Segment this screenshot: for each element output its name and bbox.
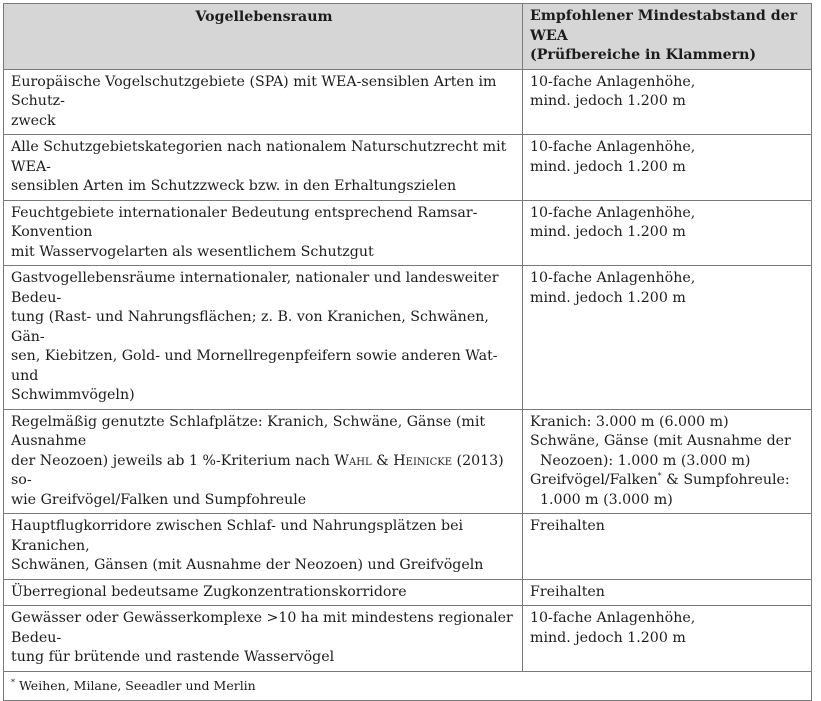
distance-cell [523, 69, 812, 135]
habitat-cell [4, 200, 523, 266]
footnote-marker: * [11, 677, 15, 687]
table-row [4, 200, 812, 266]
distance-line: mind. jedoch 1.200 m [530, 224, 686, 240]
citation-year: (2013) so- [11, 452, 504, 488]
habitat-line: Hauptflugkorridore zwischen Schlaf- und Nahrungsplätzen bei Kranichen, [11, 518, 464, 554]
bird-habitat-distance-table [3, 3, 812, 701]
distance-line: mind. jedoch 1.200 m [530, 289, 686, 306]
habitat-cell [4, 266, 523, 410]
habitat-line: zweck [11, 112, 56, 129]
distance-line: Schwäne, Gänse (mit Ausnahme der [530, 433, 791, 449]
distance-line: 10-fache Anlagenhöhe, [530, 270, 696, 286]
header-distance-line2: (Prüfbereiche in Klammern) [530, 47, 757, 63]
habitat-line: Gewässer oder Gewässerkomplexe >10 ha mit mindestens regionaler Bedeu- [11, 610, 513, 646]
table-row [4, 266, 812, 410]
habitat-line: wie Greifvögel/Falken und Sumpfohreule [11, 491, 307, 508]
distance-line: mind. jedoch 1.200 m [530, 629, 686, 646]
habitat-line: Feuchtgebiete internationaler Bedeutung entsprechend Ramsar-Konvention [11, 204, 478, 240]
distance-cell [523, 606, 812, 672]
header-distance [523, 4, 812, 70]
citation-author: Heinicke [393, 452, 453, 469]
table-row [4, 514, 812, 580]
habitat-line: Regelmäßig genutzte Schlafplätze: Kranich, Schwäne, Gänse (mit Ausnahme [11, 413, 486, 449]
distance-line: Greifvögel/Falken [530, 472, 658, 488]
habitat-line: Schwänen, Gänsen (mit Ausnahme der Neozoen) und Greifvögeln [11, 557, 484, 573]
header-distance-line1: Empfohlener Mindestabstand der WEA [530, 8, 798, 44]
habitat-cell [4, 69, 523, 135]
habitat-line: Überregional bedeutsame Zugkonzentrationskorridore [11, 583, 407, 600]
distance-line: 10-fache Anlagenhöhe, [530, 139, 696, 155]
table-row [4, 579, 812, 606]
distance-cell [523, 266, 812, 410]
table-container [3, 3, 811, 701]
habitat-line: sen, Kiebitzen, Gold- und Mornellregenpfeifern sowie anderen Wat- und [11, 348, 498, 384]
citation-ampersand: & [376, 452, 389, 469]
distance-cell [523, 409, 812, 514]
table-row [4, 69, 812, 135]
habitat-cell [4, 579, 523, 606]
distance-line: mind. jedoch 1.200 m [530, 158, 686, 175]
habitat-line: Schwimmvögeln) [11, 387, 135, 403]
distance-line: Freihalten [530, 583, 605, 600]
distance-cell [523, 579, 812, 606]
distance-line: Freihalten [530, 518, 605, 534]
distance-line: 10-fache Anlagenhöhe, [530, 610, 696, 626]
footnote-cell [4, 671, 812, 700]
habitat-cell [4, 606, 523, 672]
distance-line: 1.000 m (3.000 m) [540, 491, 673, 508]
distance-cell [523, 200, 812, 266]
habitat-line: Gastvogellebensräume internationaler, nationaler und landesweiter Bedeu- [11, 270, 499, 306]
table-row [4, 135, 812, 201]
table-row [4, 606, 812, 672]
habitat-line: der Neozoen) jeweils ab 1 %-Kriterium nach [11, 452, 330, 469]
habitat-line: tung (Rast- und Nahrungsflächen; z. B. von Kranichen, Schwänen, Gän- [11, 309, 489, 345]
habitat-line: Alle Schutzgebietskategorien nach nationalem Naturschutzrecht mit WEA- [11, 139, 507, 175]
distance-line: Kranich: 3.000 m (6.000 m) [530, 413, 729, 430]
habitat-line: sensiblen Arten im Schutzzweck bzw. in den Erhaltungszielen [11, 178, 457, 194]
footnote-text: Weihen, Milane, Seeadler und Merlin [15, 677, 256, 693]
distance-line: & Sumpfohreule: [661, 472, 790, 488]
distance-line: 10-fache Anlagenhöhe, [530, 73, 696, 90]
distance-line: Neozoen): 1.000 m (3.000 m) [540, 452, 751, 469]
distance-cell [523, 135, 812, 201]
distance-line: 10-fache Anlagenhöhe, [530, 204, 696, 221]
habitat-line: tung für brütende und rastende Wasservögel [11, 649, 335, 665]
table-row [4, 409, 812, 514]
distance-line: mind. jedoch 1.200 m [530, 93, 686, 109]
habitat-cell [4, 514, 523, 580]
footnote-row [4, 671, 812, 700]
footnote-marker: * [657, 471, 662, 481]
habitat-cell [4, 409, 523, 514]
table-header-row [4, 4, 812, 70]
distance-cell [523, 514, 812, 580]
habitat-line: mit Wasservogelarten als wesentlichem Schutzgut [11, 243, 374, 260]
habitat-line: Europäische Vogelschutzgebiete (SPA) mit WEA-sensiblen Arten im Schutz- [11, 73, 497, 109]
habitat-cell [4, 135, 523, 201]
citation-author: Wahl [334, 452, 372, 469]
header-habitat: Vogellebensraum [4, 4, 523, 70]
